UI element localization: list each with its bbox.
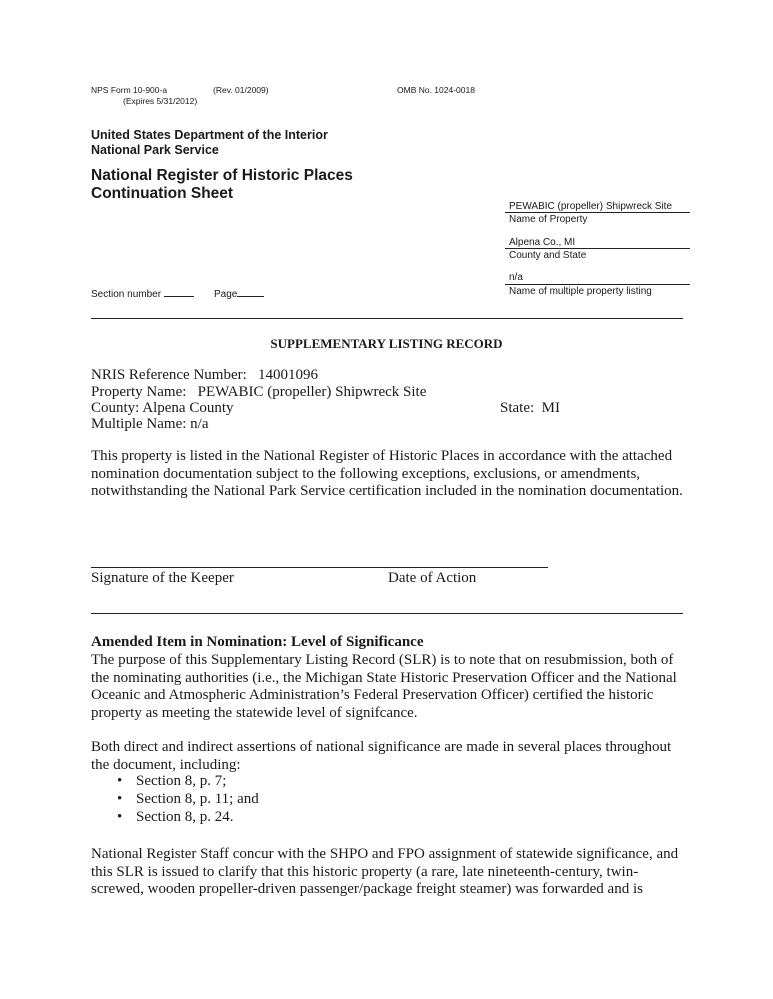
list-item: • Section 8, p. 11; and [117,791,259,807]
county-state-rule [505,248,690,249]
intro-paragraph: This property is listed in the National Register of Historic Places in accordance with the attached nomination documentation subject to the following exceptions, exclusions, or amendments, notwithstanding the National Park Service certification included in the nomination documentation. [91,448,683,500]
signature-rule [91,567,548,568]
nris-label: NRIS Reference Number: [91,367,247,383]
property-name-line [91,384,426,401]
slr-heading: SUPPLEMENTARY LISTING RECORD [270,336,503,351]
page-label: Page [214,289,238,300]
county-line: County: Alpena County [91,400,234,416]
form-number: NPS Form 10-900-a [91,85,168,95]
property-name-value: PEWABIC (propeller) Shipwreck Site [509,201,673,212]
multiple-name-line: Multiple Name: n/a [91,416,209,432]
section-number-blank [164,286,194,297]
multiple-listing-rule [505,284,690,285]
page-field [214,286,264,300]
form-revision: (Rev. 01/2009) [213,85,269,95]
state-line [500,400,560,417]
state-value: MI [541,400,561,416]
amended-heading: Amended Item in Nomination: Level of Significance [91,634,424,650]
multiple-listing-label: Name of multiple property listing [509,286,652,297]
section-number-label: Section number [91,289,162,300]
property-name-field-label: Property Name: [91,384,187,400]
form-expiration: (Expires 5/31/2012) [123,96,198,106]
county-state-label: County and State [509,250,587,261]
sheet-subtitle: Continuation Sheet [91,185,234,202]
header-divider [91,318,683,319]
signature-label: Signature of the Keeper [91,570,234,586]
bullet-icon: • [117,791,123,807]
bullet-icon: • [117,773,123,789]
section-bullet-list [91,773,259,827]
sheet-title: National Register of Historic Places [91,167,353,184]
omb-number: OMB No. 1024-0018 [397,85,475,95]
property-name-field-value: PEWABIC (propeller) Shipwreck Site [197,384,427,400]
property-name-label: Name of Property [509,214,588,225]
list-item: • Section 8, p. 7; [117,773,227,789]
list-item: • Section 8, p. 24. [117,809,234,825]
page-blank [237,286,264,297]
nris-value: 14001096 [258,367,319,383]
service-name: National Park Service [91,143,219,157]
amended-paragraph-3: National Register Staff concur with the SHPO and FPO assignment of statewide significance, and this SLR is issued to clarify that this historic property (a rare, late nineteenth-century, twin-screwed, wooden propeller-driven passenger/package freight steamer) was forwarded and is [91,846,679,898]
bullet-icon: • [117,809,123,825]
nris-line [91,367,318,384]
county-state-value: Alpena Co., MI [509,237,576,248]
amended-paragraph-2: Both direct and indirect assertions of national significance are made in several places throughout the document, including: [91,739,672,773]
state-label: State: [500,400,535,416]
amended-paragraph-1: The purpose of this Supplementary Listing Record (SLR) is to note that on resubmission, both of the nominating authorities (i.e., the Michigan State Historic Preservation Officer and the National Oceanic and Atmospheric Administration’s Federal Preservation Officer) certified the historic property as meeting the statewide level of signifcance. [91,652,677,721]
multiple-listing-value: n/a [509,272,523,283]
signature-divider [91,613,683,614]
property-name-rule [505,212,690,213]
date-of-action-label: Date of Action [388,570,477,586]
section-number-field [91,286,194,300]
department-name: United States Department of the Interior [91,128,328,142]
